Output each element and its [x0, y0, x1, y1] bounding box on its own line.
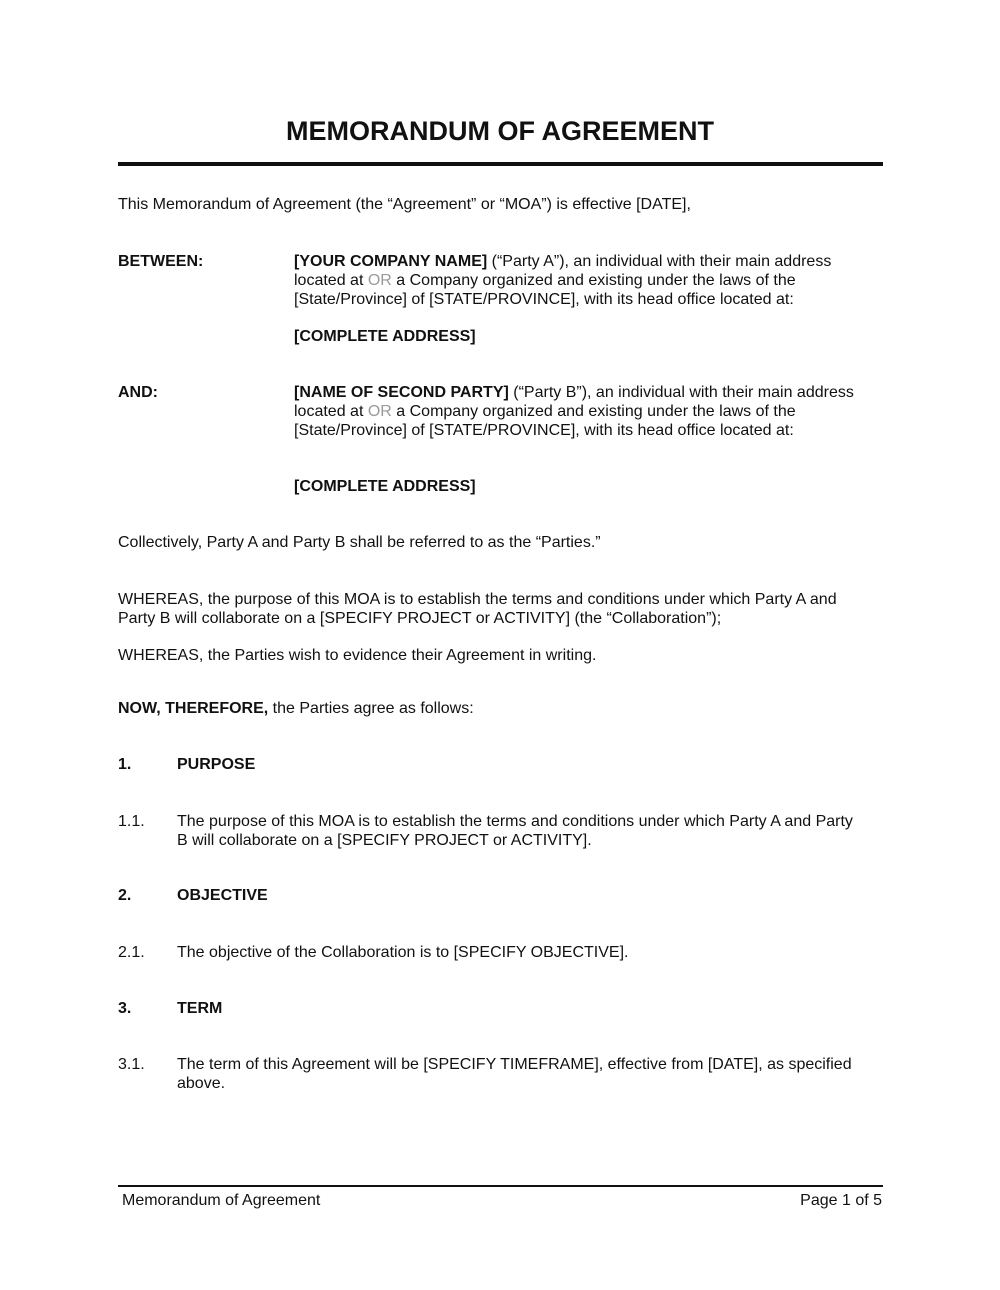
- party-b-line-1-rest: (“Party B”), an individual with their main address: [508, 384, 854, 401]
- party-a-line-1: [294, 252, 831, 271]
- section-1-heading: PURPOSE: [177, 756, 256, 773]
- collectively-paragraph: Collectively, Party A and Party B shall be referred to as the “Parties.”: [118, 534, 601, 551]
- clause-1-1-number: 1.1.: [118, 813, 145, 830]
- now-therefore-paragraph: [118, 699, 474, 718]
- clause-2-1-line-1: The objective of the Collaboration is to [SPECIFY OBJECTIVE].: [177, 944, 629, 961]
- and-label: AND:: [118, 384, 158, 401]
- section-3-heading: TERM: [177, 1000, 223, 1017]
- party-a-line-2: [294, 271, 796, 290]
- party-b-or-option: OR: [367, 403, 392, 420]
- section-3-number: 3.: [118, 1000, 132, 1017]
- title-divider: [118, 162, 883, 166]
- intro-paragraph: This Memorandum of Agreement (the “Agreement” or “MOA”) is effective [DATE],: [118, 196, 691, 213]
- clause-3-1-number: 3.1.: [118, 1056, 145, 1073]
- party-b-line-2-post: a Company organized and existing under the laws of the: [391, 403, 796, 420]
- clause-1-1-line-2: B will collaborate on a [SPECIFY PROJECT or ACTIVITY].: [177, 832, 592, 849]
- party-a-name: [YOUR COMPANY NAME]: [294, 253, 488, 270]
- footer-document-name: Memorandum of Agreement: [122, 1192, 321, 1209]
- party-b-line-2: [294, 402, 796, 421]
- whereas-2: WHEREAS, the Parties wish to evidence their Agreement in writing.: [118, 647, 597, 664]
- whereas-1-line-2: Party B will collaborate on a [SPECIFY PROJECT or ACTIVITY] (the “Collaboration”);: [118, 610, 722, 627]
- party-a-address: [COMPLETE ADDRESS]: [294, 328, 476, 345]
- party-a-or-option: OR: [367, 272, 392, 289]
- now-therefore-rest: the Parties agree as follows:: [268, 700, 474, 717]
- party-b-address: [COMPLETE ADDRESS]: [294, 478, 476, 495]
- section-2-number: 2.: [118, 887, 132, 904]
- party-a-line-2-pre: located at: [294, 272, 368, 289]
- whereas-1-line-1: WHEREAS, the purpose of this MOA is to establish the terms and conditions under which Party A and: [118, 591, 837, 608]
- party-b-name: [NAME OF SECOND PARTY]: [294, 384, 509, 401]
- clause-3-1-line-2: above.: [177, 1075, 226, 1092]
- party-b-line-2-pre: located at: [294, 403, 368, 420]
- section-2-heading: OBJECTIVE: [177, 887, 268, 904]
- party-a-line-2-post: a Company organized and existing under the laws of the: [391, 272, 796, 289]
- party-a-line-1-rest: (“Party A”), an individual with their main address: [487, 253, 832, 270]
- document-title: MEMORANDUM OF AGREEMENT: [286, 116, 714, 146]
- party-a-line-3: [State/Province] of [STATE/PROVINCE], with its head office located at:: [294, 291, 794, 308]
- footer-page-number: Page 1 of 5: [800, 1192, 882, 1209]
- party-b-line-1: [294, 383, 854, 402]
- clause-3-1-line-1: The term of this Agreement will be [SPECIFY TIMEFRAME], effective from [DATE], as specified: [177, 1056, 852, 1073]
- now-therefore-lead: NOW, THEREFORE,: [118, 700, 269, 717]
- clause-1-1-line-1: The purpose of this MOA is to establish the terms and conditions under which Party A and Party: [177, 813, 853, 830]
- clause-2-1-number: 2.1.: [118, 944, 145, 961]
- section-1-number: 1.: [118, 756, 132, 773]
- between-label: BETWEEN:: [118, 253, 204, 270]
- party-b-line-3: [State/Province] of [STATE/PROVINCE], with its head office located at:: [294, 422, 794, 439]
- footer-divider: [118, 1185, 883, 1187]
